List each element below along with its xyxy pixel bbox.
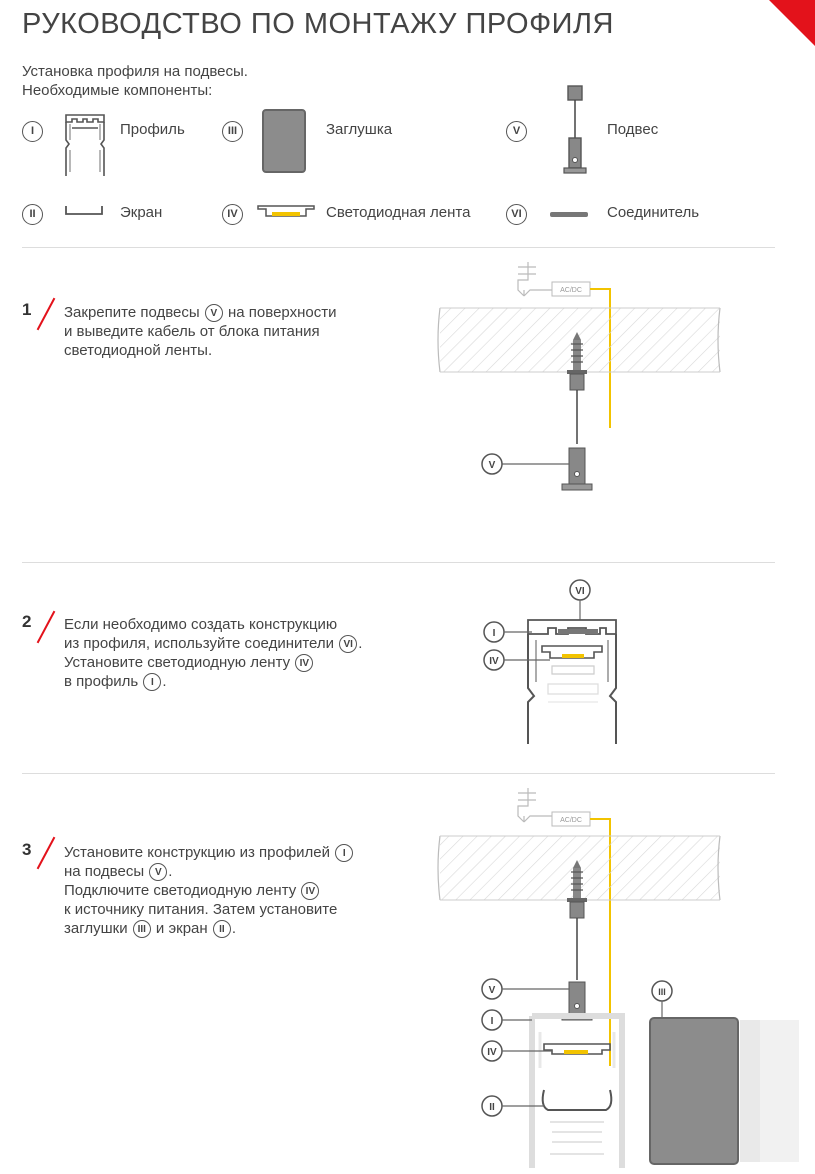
label-i: I xyxy=(490,1016,494,1027)
component-ref-badge: I xyxy=(335,844,353,862)
step-text-line: к источнику питания. Затем установите xyxy=(64,901,338,919)
step-number: 1 xyxy=(22,300,32,319)
page-title: РУКОВОДСТВО ПО МОНТАЖУ ПРОФИЛЯ xyxy=(22,8,614,40)
component-ref-badge: IV xyxy=(295,654,313,672)
component-badge-i: I xyxy=(22,121,43,142)
component-badge-v: V xyxy=(506,121,527,142)
step-text-line: Если необходимо создать конструкцию xyxy=(64,616,338,633)
component-label-cap: Заглушка xyxy=(326,121,393,138)
step-text-line: и выведите кабель от блока питания xyxy=(64,323,320,341)
label-i: I xyxy=(492,628,496,639)
component-badge-ii: II xyxy=(22,204,43,225)
divider xyxy=(22,773,775,774)
step-1-text xyxy=(64,303,336,360)
label-v: V xyxy=(488,985,496,996)
intro-text xyxy=(22,62,248,100)
profile-icon xyxy=(60,110,110,180)
step-number: 3 xyxy=(22,840,32,859)
acdc-label: AC/DC xyxy=(560,287,582,294)
component-ref-badge: VI xyxy=(339,635,357,653)
component-ref-badge: IV xyxy=(301,882,319,900)
intro-line-1: Установка профиля на подвесы. xyxy=(22,63,248,80)
label-v: V xyxy=(488,460,496,471)
step-slash xyxy=(37,298,56,331)
step-3-diagram xyxy=(440,788,800,1168)
step-text-line: из профиля, используйте соединители VI . xyxy=(64,635,363,652)
component-ref-badge: V xyxy=(205,304,223,322)
label-iv: IV xyxy=(487,1047,497,1058)
divider xyxy=(22,247,775,248)
step-number: 2 xyxy=(22,612,32,631)
component-ref-badge: III xyxy=(133,920,151,938)
component-ref-badge: II xyxy=(213,920,231,938)
component-badge-iii: III xyxy=(222,121,243,142)
divider xyxy=(22,562,775,563)
component-badge-vi: VI xyxy=(506,204,527,225)
component-label-connector: Соединитель xyxy=(607,204,700,221)
led-strip-icon xyxy=(256,204,316,220)
label-iii: III xyxy=(658,987,666,997)
component-label-screen: Экран xyxy=(120,204,163,221)
component-ref-badge: I xyxy=(143,673,161,691)
step-slash xyxy=(37,611,56,644)
screen-icon xyxy=(64,204,104,218)
intro-line-2: Необходимые компоненты: xyxy=(22,82,213,99)
step-text-line: заглушки III и экран II . xyxy=(64,920,237,938)
component-label-led: Светодиодная лента xyxy=(326,204,471,221)
label-ii: II xyxy=(489,1102,495,1113)
step-text-line: Установите конструкцию из профилей I xyxy=(64,843,354,862)
corner-accent xyxy=(769,0,815,46)
step-3-text xyxy=(64,843,354,938)
acdc-label: AC/DC xyxy=(560,817,582,824)
connector-icon xyxy=(550,212,588,217)
component-ref-badge: V xyxy=(149,863,167,881)
step-1-diagram xyxy=(440,262,720,502)
step-slash xyxy=(37,837,56,870)
component-label-suspension: Подвес xyxy=(607,121,659,138)
label-vi: VI xyxy=(575,586,585,597)
step-text-line: Установите светодиодную ленту IV xyxy=(64,653,362,672)
step-text-line: Закрепите подвесы V на поверхности xyxy=(64,304,337,321)
step-text-line: на подвесы V . xyxy=(64,863,173,881)
step-text-line: в профиль I . xyxy=(64,673,167,691)
component-label-profile: Профиль xyxy=(120,121,185,138)
step-text-line: Подключите светодиодную ленту IV xyxy=(64,881,354,900)
step-2-text xyxy=(64,615,362,691)
step-2-diagram xyxy=(476,578,636,748)
step-text-line: светодиодной ленты. xyxy=(64,342,213,360)
component-badge-iv: IV xyxy=(222,204,243,225)
suspension-icon xyxy=(560,82,590,182)
label-iv: IV xyxy=(489,656,499,667)
cap-icon xyxy=(262,109,306,173)
